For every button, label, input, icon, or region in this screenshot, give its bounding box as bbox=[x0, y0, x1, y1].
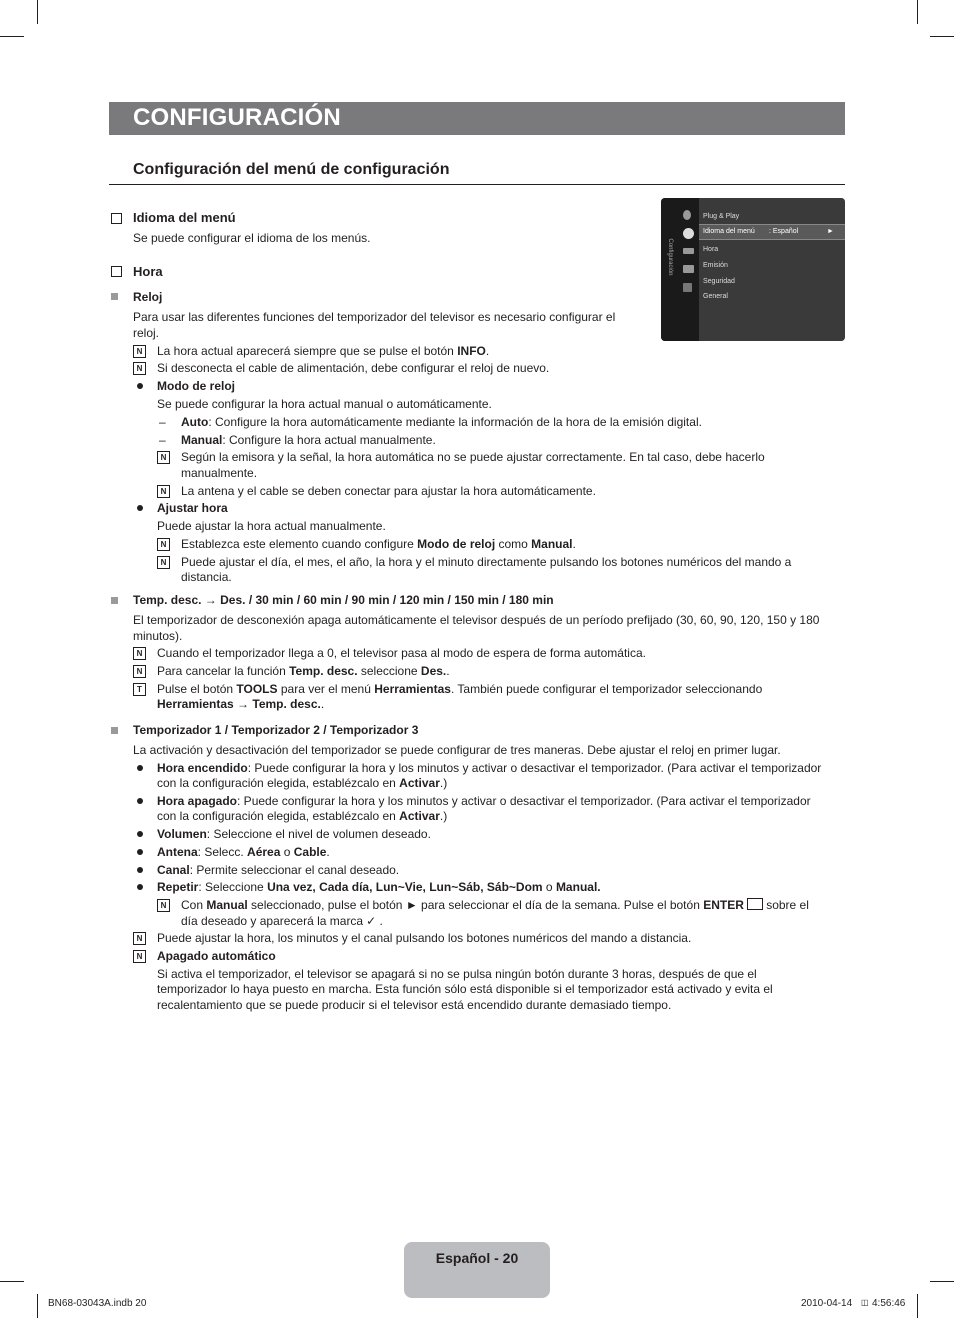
bullet-icon bbox=[137, 831, 143, 837]
paragraph: Si activa el temporizador, el televisor se apagará si no se pulsa ningún botón durante 3 horas, después de que el bbox=[157, 967, 757, 981]
setup-icon bbox=[683, 228, 694, 239]
option-text: Manual: Configure la hora actual manualmente. bbox=[181, 433, 436, 447]
note-icon: N bbox=[157, 556, 170, 569]
note-text: Si desconecta el cable de alimentación, debe configurar el reloj de nuevo. bbox=[157, 361, 550, 375]
list-item: Antena: Selecc. Aérea o Cable. bbox=[157, 845, 330, 859]
note-text: Con Manual seleccionado, pulse el botón ► para seleccionar el día de la semana. Pulse el botón ENTER sobre el bbox=[181, 898, 809, 912]
section-title: Configuración del menú de configuración bbox=[133, 161, 450, 178]
list-item: con la configuración elegida, establézcalo en Activar.) bbox=[157, 809, 448, 823]
dash-bullet: – bbox=[159, 433, 166, 447]
osd-item: Plug & Play bbox=[703, 213, 740, 220]
bullet-icon bbox=[137, 505, 143, 511]
bullet-icon bbox=[137, 383, 143, 389]
paragraph: Puede ajustar la hora actual manualmente. bbox=[157, 519, 386, 533]
enter-icon bbox=[747, 898, 763, 910]
osd-item-value: : Español bbox=[769, 228, 799, 235]
osd-sidebar bbox=[661, 198, 699, 341]
square-bullet-icon bbox=[111, 727, 118, 734]
crop-mark bbox=[930, 36, 954, 37]
bullet-icon bbox=[137, 765, 143, 771]
paragraph: recalentamiento que se puede producir si el televisor está encendido durante demasiado tiempo. bbox=[157, 998, 672, 1012]
note-text: Según la emisora y la señal, la hora automática no se puede ajustar correctamente. En tal caso, debe hacerlo bbox=[181, 450, 765, 464]
note-text: Establezca este elemento cuando configure Modo de reloj como Manual. bbox=[181, 537, 576, 551]
sub-heading: Reloj bbox=[133, 290, 163, 304]
osd-item: Idioma del menú bbox=[703, 228, 755, 235]
chapter-title: CONFIGURACIÓN bbox=[133, 104, 341, 131]
page-number: Español - 20 bbox=[435, 1250, 519, 1266]
note-icon: N bbox=[133, 345, 146, 358]
list-item: Hora encendido: Puede configurar la hora y los minutos y activar o desactivar el temporizador. (Para activar el temporizador bbox=[157, 761, 822, 775]
option-text: Auto: Configure la hora automáticamente mediante la información de la hora de la emisión digital. bbox=[181, 415, 702, 429]
crop-mark bbox=[37, 1294, 38, 1318]
paragraph: Para usar las diferentes funciones del temporizador del televisor es necesario configurar el bbox=[133, 310, 616, 324]
paragraph: minutos). bbox=[133, 629, 183, 643]
osd-vertical-label: Configuración bbox=[667, 238, 673, 276]
sub-heading: Ajustar hora bbox=[157, 501, 228, 515]
note-icon: N bbox=[157, 485, 170, 498]
note-text: día deseado y aparecerá la marca ✓ . bbox=[181, 914, 383, 928]
bullet-icon bbox=[137, 798, 143, 804]
tools-icon: T bbox=[133, 683, 146, 696]
note-icon: N bbox=[133, 362, 146, 375]
item-heading: Hora bbox=[133, 264, 163, 279]
note-text: Puede ajustar el día, el mes, el año, la hora y el minuto directamente pulsando los botones numéricos del mando a bbox=[181, 555, 792, 569]
osd-menu-screenshot bbox=[661, 198, 845, 341]
page-number-tab bbox=[404, 1242, 550, 1298]
note-text: manualmente. bbox=[181, 466, 258, 480]
print-slug-date: 2010-04-14 bbox=[801, 1298, 853, 1309]
paragraph: temporizador lo haya puesto en marcha. Esta función sólo está disponible si el temporizador está activado y evita el bbox=[157, 982, 773, 996]
sub-heading: Modo de reloj bbox=[157, 379, 235, 393]
crop-mark bbox=[0, 1281, 24, 1282]
note-icon: N bbox=[157, 899, 170, 912]
note-icon: N bbox=[157, 538, 170, 551]
note-text: distancia. bbox=[181, 570, 232, 584]
list-item: Repetir: Seleccione Una vez, Cada día, Lun~Vie, Lun~Sáb, Sáb~Dom o Manual. bbox=[157, 880, 601, 894]
support-icon bbox=[683, 283, 692, 292]
section-header bbox=[109, 158, 845, 185]
note-text: Para cancelar la función Temp. desc. seleccione Des.. bbox=[157, 664, 450, 678]
crop-mark bbox=[37, 0, 38, 24]
note-text: La antena y el cable se deben conectar para ajustar la hora automáticamente. bbox=[181, 484, 596, 498]
osd-item: Hora bbox=[703, 246, 719, 253]
list-item: Hora apagado: Puede configurar la hora y los minutos y activar o desactivar el temporizador. (Para activar el temporizador bbox=[157, 794, 811, 808]
osd-item: General bbox=[703, 293, 728, 300]
note-text: Cuando el temporizador llega a 0, el televisor pasa al modo de espera de forma automática. bbox=[157, 646, 646, 660]
dash-bullet: – bbox=[159, 415, 166, 429]
osd-panel bbox=[699, 198, 845, 341]
chapter-header bbox=[109, 102, 845, 135]
osd-selected-item bbox=[699, 224, 845, 240]
paragraph: La activación y desactivación del temporizador se puede configurar de tres maneras. Debe ajustar el reloj en primer lugar. bbox=[133, 743, 781, 757]
crop-mark bbox=[0, 36, 24, 37]
paragraph: Se puede configurar la hora actual manual o automáticamente. bbox=[157, 397, 492, 411]
list-item: con la configuración elegida, establézcalo en Activar.) bbox=[157, 776, 448, 790]
item-heading: Idioma del menú bbox=[133, 210, 236, 225]
print-slug-time: 4:56:46 bbox=[872, 1298, 906, 1309]
picture-icon bbox=[683, 210, 691, 220]
list-item: Canal: Permite seleccionar el canal deseado. bbox=[157, 863, 400, 877]
checkmark-icon: ✓ bbox=[366, 914, 377, 928]
print-slug-file: BN68-03043A.indb 20 bbox=[48, 1298, 147, 1309]
note-text: Puede ajustar la hora, los minutos y el canal pulsando los botones numéricos del mando a distancia. bbox=[157, 931, 692, 945]
checkbox-bullet-icon bbox=[111, 213, 122, 224]
note-icon: N bbox=[157, 451, 170, 464]
item-description: Se puede configurar el idioma de los menús. bbox=[133, 231, 371, 245]
bullet-icon bbox=[137, 884, 143, 890]
note-icon: N bbox=[133, 647, 146, 660]
note-text: La hora actual aparecerá siempre que se pulse el botón INFO. bbox=[157, 344, 490, 358]
bullet-icon bbox=[137, 867, 143, 873]
tools-text: Pulse el botón TOOLS para ver el menú Herramientas. También puede configurar el temporizador seleccionando bbox=[157, 682, 763, 696]
osd-item: Emisión bbox=[703, 262, 728, 269]
square-bullet-icon bbox=[111, 293, 118, 300]
bullet-icon bbox=[137, 849, 143, 855]
crop-mark bbox=[930, 1281, 954, 1282]
list-item: Volumen: Seleccione el nivel de volumen deseado. bbox=[157, 827, 431, 841]
paragraph: reloj. bbox=[133, 326, 160, 340]
square-bullet-icon bbox=[111, 597, 118, 604]
sub-heading: Temporizador 1 / Temporizador 2 / Temporizador 3 bbox=[133, 723, 419, 737]
sound-icon bbox=[683, 248, 694, 254]
note-icon: N bbox=[133, 950, 146, 963]
sub-heading: Temp. desc. → Des. / 30 min / 60 min / 90 min / 120 min / 150 min / 180 min bbox=[133, 593, 554, 607]
paragraph: El temporizador de desconexión apaga automáticamente el televisor después de un período prefijado (30, 60, 90, 120, 150 y 180 bbox=[133, 613, 820, 627]
note-icon: N bbox=[133, 932, 146, 945]
sub-heading: Apagado automático bbox=[157, 949, 276, 963]
note-icon: N bbox=[133, 665, 146, 678]
arrow-right-icon: ► bbox=[827, 228, 834, 235]
crop-mark bbox=[917, 0, 918, 24]
tools-text: Herramientas → Temp. desc.. bbox=[157, 697, 325, 711]
osd-item: Seguridad bbox=[703, 278, 735, 285]
crop-mark bbox=[917, 1294, 918, 1318]
channel-icon bbox=[683, 265, 694, 273]
clock-icon: ◫ bbox=[861, 1298, 869, 1307]
checkbox-bullet-icon bbox=[111, 266, 122, 277]
